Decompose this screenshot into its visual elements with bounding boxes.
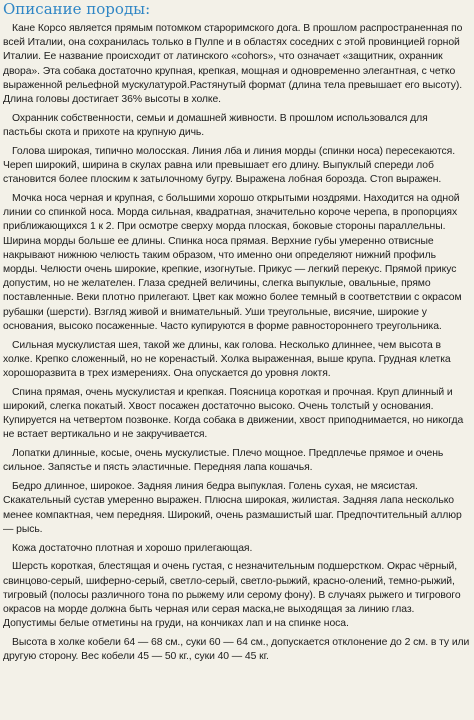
- paragraph-purpose: Охранник собственности, семьи и домашней живности. В прошлом использовался для пастьбы скота и прихоте на крупную дичь.: [3, 112, 428, 139]
- paragraph-origin: Кане Корсо является прямым потомком староримского дога. В прошлом распространенная по всей Италии, она сохранилась только в Пулпе и в областях соседних с этой провинцией горной Италии. Ее название происходит от латинского «cohors», что означает «защитник, охранник двора». Эта собака достаточно крупная, крепкая, мощная и одновременно элегантная, с четко выраженной рельефной мускулатурой.Растянутый формат (длина тела превышает его высоту). Длина головы достигает 36% высоты в холке.: [3, 23, 463, 106]
- paragraph-skin: Кожа достаточно плотная и хорошо прилегающая.: [12, 542, 253, 554]
- paragraph-back: Спина прямая, очень мускулистая и крепкая. Поясница короткая и прочная. Круп длинный и широкий, слегка покатый. Хвост посажен достаточно высоко. Очень толстый у основания. Купируется на четвертом позвонке. Когда собака в движении, хвост приподнимается, но никогда не встает вертикально и не закручивается.: [3, 386, 464, 441]
- paragraph-forelimbs: Лопатки длинные, косые, очень мускулистые. Плечо мощное. Предплечье прямое и очень сильное. Запястье и пясть эластичные. Передняя лапа кошачья.: [3, 448, 444, 474]
- paragraph-head: Голова широкая, типично молосская. Линия лба и линия морды (спинки носа) пересекаются. Череп широкий, ширина в скулах равна или превышает его длину. Выпуклый спереди лоб становится более плоским к затылочному бугру. Выражена лобная борозда. Стоп выражен.: [3, 145, 456, 186]
- paragraph-hindlimbs: Бедро длинное, широкое. Задняя линия бедра выпуклая. Голень сухая, не мясистая. Скакательный сустав умеренно выражен. Плюсна широкая, жилистая. Задняя лапа несколько менее компактная, чем передняя. Широкий, очень размашистый шаг. Предпочтительный аллюр — рысь.: [3, 481, 462, 535]
- paragraph-muzzle: Мочка носа черная и крупная, с большими хорошо открытыми ноздрями. Находится на одной линии со спинкой носа. Морда сильная, квадратная, значительно короче черепа, в пропорциях приближающихся 1 к 2. При осмотре сверху морда плоская, боковые стороны параллельны. Ширина морды больше ее длины. Спинка носа прямая. Верхние губы умеренно отвисные накрывают нижнюю челюсть таким образом, что именно они определяют нижний профиль морды. Челюсти очень широкие, крепкие, изогнутые. Прикус — легкий перекус. Прямой прикус допустим, но не желателен. Глаза средней величины, слегка выпуклые, овальные, прямо поставленные. Веки плотно прилегают. Цвет как можно более темный в соответствии с окрасом рубашки (шерсти). Взгляд живой и внимательный. Уши треугольные, висячие, широкие у основания, высоко посаженные. Часто купируются в форме равностороннего треугольника.: [3, 193, 462, 332]
- paragraph-coat: Шерсть короткая, блестящая и очень густая, с незначительным подшерстком. Окрас чёрный, свинцово-серый, шиферно-серый, светло-серый, светло-рыжий, красно-олений, темно-рыжий, тигровый (полосы различного тона по рыжему или серому фону). В случаях рыжего и тигрового окрасов на морде должна быть черная или серая маска,не выходящая за линию глаз. Допустимы белые отметины на груди, на кончиках лап и на спинке носа.: [3, 561, 461, 630]
- paragraph-size: Высота в холке кобели 64 — 68 см., суки 60 — 64 см., допускается отклонение до 2 см. в ту или другую сторону. Вес кобели 45 — 50 кг., суки 40 — 45 кг.: [3, 637, 470, 663]
- description-body: [3, 22, 470, 664]
- section-title: Описание породы:: [3, 0, 151, 18]
- paragraph-neck: Сильная мускулистая шея, такой же длины, как голова. Несколько длиннее, чем высота в холке. Крепко сложенный, но не коренастый. Холка выраженная, выше крупа. Грудная клетка хорошоразвита в трех измерениях. Она опускается до уровня локтя.: [3, 339, 451, 380]
